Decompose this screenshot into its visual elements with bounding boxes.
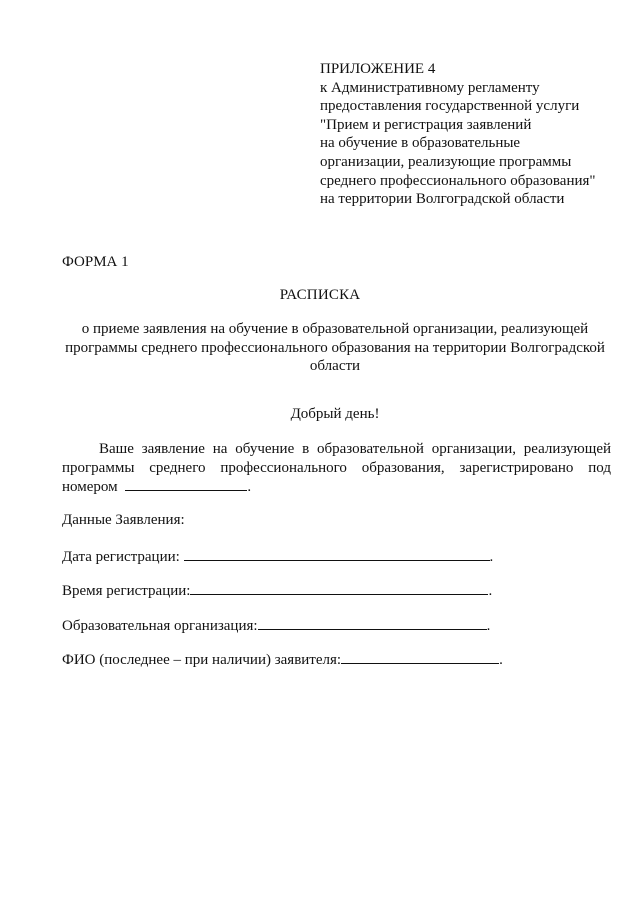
body-paragraph xyxy=(62,440,611,497)
appendix-line-4: "Прием и регистрация заявлений xyxy=(320,116,532,133)
appendix-line-2: к Административному регламенту xyxy=(320,79,540,96)
section-label-text: Данные Заявления: xyxy=(62,512,185,528)
registration-date-label: Дата регистрации: xyxy=(62,549,180,565)
appendix-header xyxy=(320,60,620,209)
greeting: Добрый день! xyxy=(290,406,380,422)
organization-end: . xyxy=(486,618,491,634)
appendix-line-8: на территории Волгоградской области xyxy=(320,191,565,208)
registration-time-end: . xyxy=(488,583,493,599)
registration-time-row xyxy=(62,580,492,600)
document-title: РАСПИСКА xyxy=(279,287,361,303)
form-label: ФОРМА 1 xyxy=(62,254,129,270)
applicant-name-row xyxy=(62,649,503,669)
appendix-line-7: среднего профессионального образования" xyxy=(320,172,596,189)
applicant-name-label: ФИО (последнее – при наличии) заявителя: xyxy=(62,652,342,668)
applicant-name-blank xyxy=(341,649,499,664)
body-end-mark: . xyxy=(247,479,252,496)
registration-date-row xyxy=(62,546,493,566)
organization-label: Образовательная организация: xyxy=(62,618,258,634)
registration-date-blank xyxy=(184,546,490,561)
section-label xyxy=(62,512,185,529)
appendix-line-6: организации, реализующие программы xyxy=(320,153,572,170)
appendix-line-1: ПРИЛОЖЕНИЕ 4 xyxy=(320,61,436,77)
appendix-line-3: предоставления государственной услуги xyxy=(320,98,580,115)
registration-number-blank xyxy=(125,477,247,491)
document-subtitle: о приеме заявления на обучение в образовательной организации, реализующей программы среднего профессионального образования на территории Волгоградской области xyxy=(65,321,605,375)
organization-blank xyxy=(258,615,487,630)
registration-date-end: . xyxy=(489,549,494,565)
body-text: Ваше заявление на обучение в образовательной организации, реализующей программы среднего профессионального образования, зарегистрировано под номером xyxy=(62,441,611,496)
organization-row xyxy=(62,615,490,635)
registration-time-blank xyxy=(190,580,488,595)
registration-time-label: Время регистрации: xyxy=(62,583,191,599)
applicant-name-end: . xyxy=(499,652,503,668)
appendix-line-5: на обучение в образовательные xyxy=(320,135,521,152)
